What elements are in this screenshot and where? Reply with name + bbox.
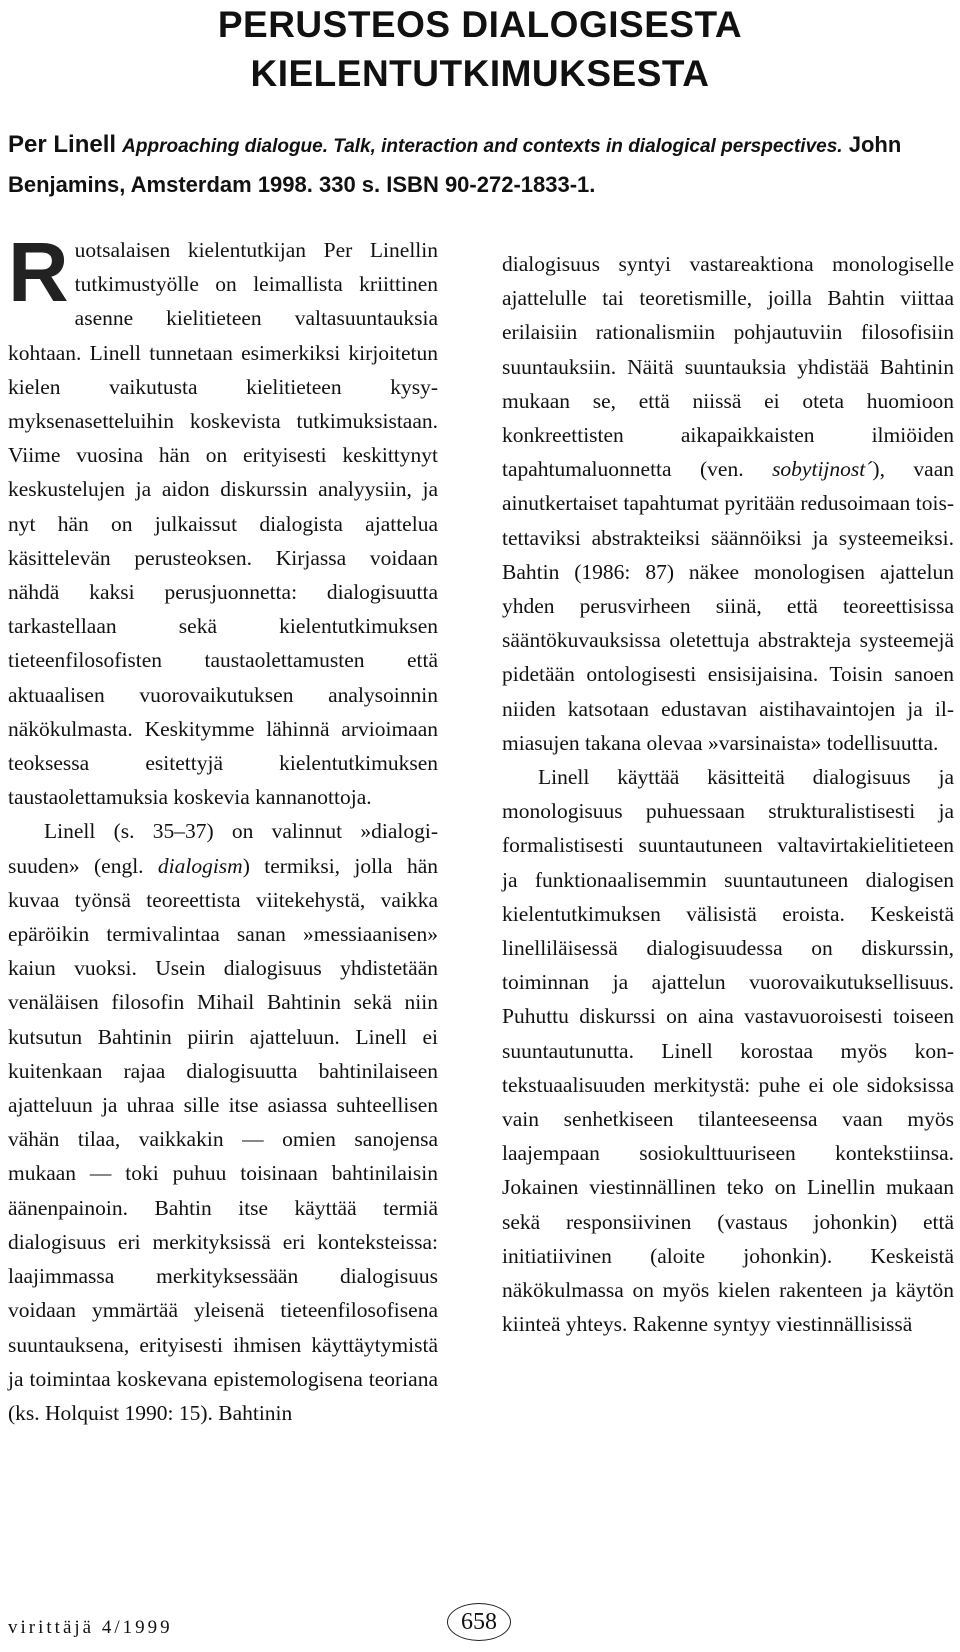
right-p1-before: dialogisuus syntyi vastareaktiona monologiselle ajattelulle tai teoretismille, joilla Bahtin viittaa erilaisiin rationalismiin pohjautuviin filosofisiin suuntauksiin. Näitä suuntauksia yhdistää Bahtinin mukaan se, että niissä ei oteta huomioon konkreettisten aikapaikkaisten ilmiöiden tapahtumaluonnetta (ven. [502,252,954,482]
left-paragraph-1 [8,225,438,814]
left-paragraph-1-text: uotsalaisen kielentutkijan Per Linellin tutkimustyölle on leimallista kriittinen asenne kielitieteen valtasuuntauksia kohtaan. Linell tunnetaan esimerkiksi kirjoitetun kielen vaikutusta kielitieteen kysymyksenasetteluihin koskevista tutkimuksistaan. Viime vuosina hän on erityisesti keskittynyt keskustelujen ja aidon diskurssin analyysiin, ja nyt hän on julkaissut dialogista ajattelua käsittelevän perusteoksen. Kirjassa voidaan nähdä kaksi perusjuonnetta: dialogisuutta tarkastellaan sekä kielentutkimuksen tieteenfilosofisten taustaolettamusten että aktuaalisen vuorovaikutuksen analysoinnin näkökulmasta. Keskitymme lähinnä arvioimaan teoksessa esitettyjä kielentutkimuksen taustaolettamuksia koskevia kannanottoja. [8,238,438,810]
drop-cap: R [8,225,69,319]
book-reference [8,126,948,204]
reference-author: Per Linell [8,131,117,158]
right-column [502,247,954,1342]
left-p2-after: ) termiksi, jolla hän kuvaa työnsä teoreettista viitekehystä, vaikka epäröikin termivalintaa sanan »messiaanisen» kaiun vuoksi. Usein dialogisuus yhdistetään venäläisen filosofin Mihail Bahtinin sekä niin kutsutun Bahtinin piirin ajatteluun. Linell ei kuitenkaan rajaa dialogisuutta bahtinilaiseen ajatteluun ja uhraa sille itse asiassa suhteellisen vähän tilaa, vaikkakin — omien sanojensa mukaan — toki puhuu toisinaan bahtinilaisin äänenpainoin. Bahtin itse käyttää termiä dialogisuus eri merkityksissä eri konteksteissa: laajimmassa merkityksessään dialogisuus voidaan ymmärtää yleisenä tieteenfilosofisena suuntauksena, erityisesti ihmisen käyttäytymistä ja toimintaa koskevana epistemologisena teoriana (ks. Holquist 1990: 15). Bahtinin [8,853,438,1425]
title-line-1: PERUSTEOS DIALOGISESTA [217,4,743,45]
left-column [8,225,438,1430]
left-paragraph-2 [8,814,438,1430]
left-p2-before: Linell (s. 35–37) on valinnut »dialogisuuden» (engl. [8,819,438,878]
right-p1-italic-term: sobytijnost´ [772,457,873,482]
journal-footer: virittäjä 4/1999 [8,1617,173,1638]
article-title [0,0,960,98]
right-paragraph-2: Linell käyttää käsitteitä dialogisuus ja monologisuus puhuessaan strukturalistisesti ja formalistisesti suuntautuneen valtavirtakielitieteen ja funktionaalisemmin suuntautuneen dialogisen kielentutkimuksen välisistä eroista. Keskeistä linelliläisessä dialogisuudessa on diskurssin, toiminnan ja ajattelun vuorovaikutuksellisuus. Puhuttu diskurssi on aina vastavuoroisesti toiseen suuntautunutta. Linell korostaa myös kontekstuaalisuuden merkitystä: puhe ei ole sidoksissa vain senhetkiseen tilanteeseensa vaan myös laajempaan sosiokulttuuriseen kontekstiinsa. Jokainen viestinnällinen teko on Linellin mukaan sekä responsiivinen (vastaus johonkin) että initiatiivinen (aloite johonkin). Keskeistä näkökulmassa on myös kielen rakenteen ja käytön kiinteä yhteys. Rakenne syntyy viestinnällisissä [502,765,954,1337]
page-number: 658 [447,1603,511,1641]
title-line-2: KIELENTUTKIMUKSESTA [250,53,710,94]
left-p2-italic-term: dialogism [157,853,243,878]
right-paragraph-1 [502,247,954,760]
reference-publisher: John Benjamins, Amsterdam 1998. 330 s. ISBN 90-272-1833-1. [8,132,902,197]
right-p1-after: ), vaan ainutkertaiset tapahtumat pyritään redusoimaan toistettaviksi abstrakteiksi säännöiksi ja systeemeiksi. Bahtin (1986: 87) näkee monologisen ajattelun yhden perusvirheen siinä, että teoreettisissa sääntökuvauksissa oletettuja abstrakteja systeemejä pidetään ontologisesti ensisijaisina. Toisin sanoen niiden katsotaan edustavan aistihavaintojen ja ilmiasujen takana olevaa »varsinaista» todellisuutta. [502,457,954,755]
reference-book-title: Approaching dialogue. Talk, interaction and contexts in dialogical perspectives. [122,136,843,157]
